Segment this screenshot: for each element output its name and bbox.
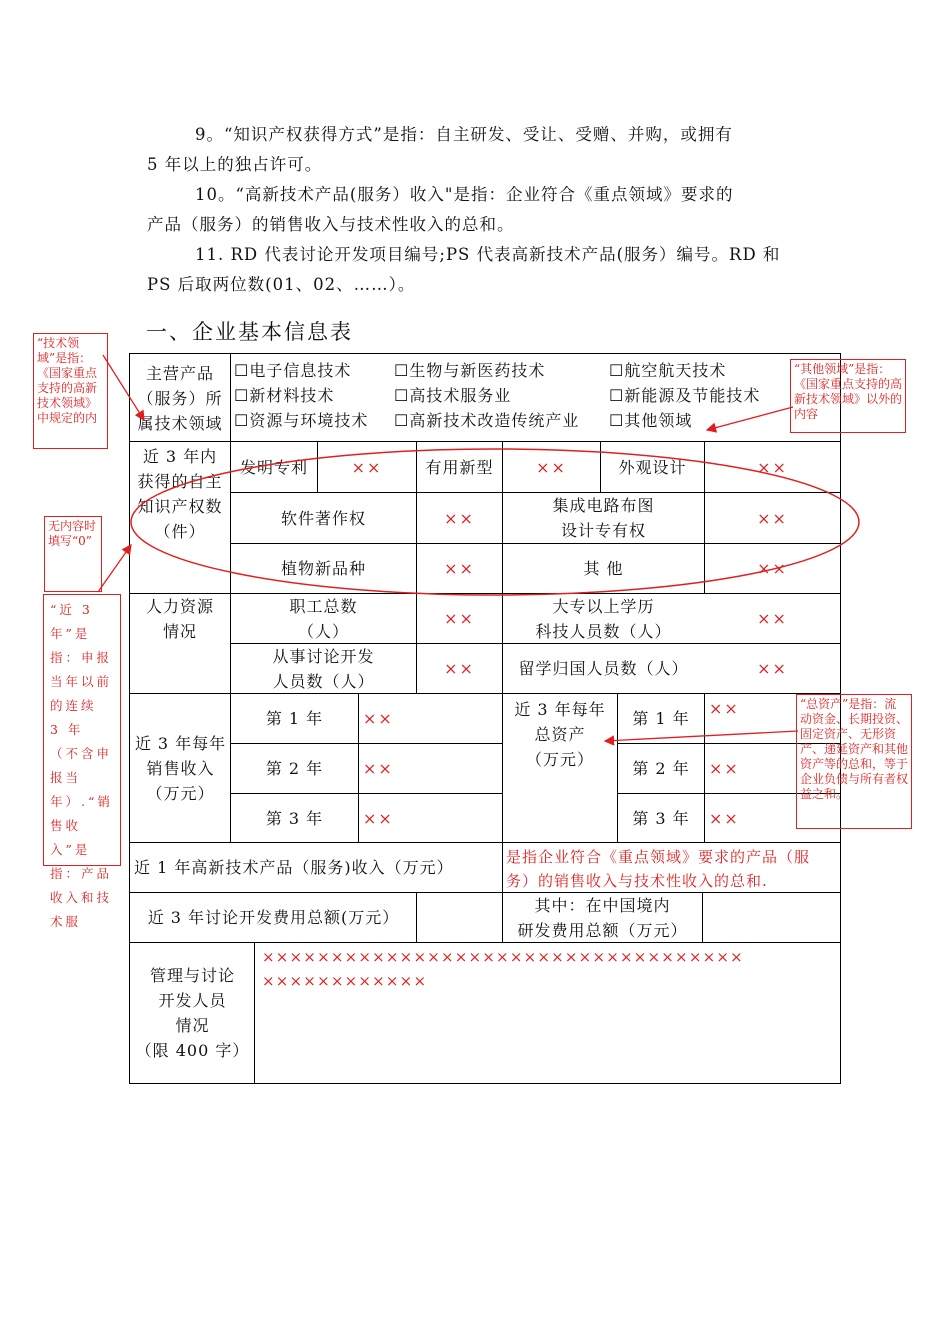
- assets-label-line2: 总资产: [534, 724, 586, 744]
- returnee-label: 留学归国人员数（人）: [518, 659, 689, 678]
- utility-label: 有用新型: [425, 457, 494, 477]
- rd-domestic-label-line1: 其中：在中国境内: [534, 895, 671, 915]
- checkbox-other-field[interactable]: ☐其他领域: [609, 411, 693, 430]
- checkbox-hitech-service[interactable]: ☐高技术服务业: [394, 386, 512, 405]
- assets-year3-label: 第 3 年: [632, 808, 690, 828]
- other-ip-value[interactable]: ××: [757, 559, 788, 578]
- staff-label-line2: （人）: [297, 621, 349, 641]
- assets-year1-value[interactable]: ××: [709, 699, 740, 718]
- checkbox-new-energy[interactable]: ☐新能源及节能技术: [609, 386, 761, 405]
- hitech-income-note-line1: 是指企业符合《重点领域》要求的产品（服: [506, 848, 811, 866]
- note-9-line2: 5 年以上的独占许可。: [147, 155, 323, 174]
- checkbox-electronic-info[interactable]: ☐电子信息技术: [234, 361, 352, 380]
- design-value[interactable]: ××: [757, 457, 788, 477]
- rd-staff-label-line1: 从事讨论开发: [272, 646, 375, 666]
- checkbox-bio-medicine[interactable]: ☐生物与新医药技术: [394, 361, 546, 380]
- tech-field-label-line1: 主营产品: [145, 363, 214, 383]
- ic-value[interactable]: ××: [757, 508, 788, 528]
- plant-value[interactable]: ××: [444, 559, 475, 578]
- rd-staff-label-line2: 人员数（人）: [272, 671, 375, 691]
- software-value[interactable]: ××: [444, 508, 475, 528]
- ip-label-line2: 获得的自主: [137, 472, 223, 491]
- sales-year2-label: 第 2 年: [265, 759, 324, 778]
- section-title: 一、企业基本信息表: [146, 320, 353, 344]
- sales-year3-value[interactable]: ××: [363, 808, 394, 828]
- checkbox-resource-env[interactable]: ☐资源与环境技术: [234, 411, 369, 430]
- returnee-value[interactable]: ××: [757, 659, 788, 678]
- assets-label-line3: （万元）: [525, 749, 594, 769]
- mgmt-value-line1: ×××××××××××××××××××××××××××××××××××: [262, 948, 744, 966]
- sales-label-line1: 近 3 年每年: [134, 733, 227, 753]
- assets-year2-value[interactable]: ××: [709, 759, 740, 778]
- note-10-line1: 10。“高新技术产品(服务）收入"是指：企业符合《重点领域》要求的: [195, 185, 734, 204]
- college-label-line1: 大专以上学历: [552, 596, 655, 616]
- arrow-empty-zero: [98, 545, 131, 592]
- ip-label-line3: 知识产权数: [137, 497, 223, 516]
- hitech-income-note-line2: 务）的销售收入与技术性收入的总和.: [506, 872, 768, 890]
- other-ip-label: 其 他: [583, 559, 624, 578]
- hr-label-line2: 情况: [162, 622, 197, 641]
- plant-label: 植物新品种: [280, 559, 366, 578]
- mgmt-label-line3: 情况: [175, 1016, 210, 1035]
- college-value[interactable]: ××: [757, 609, 788, 628]
- note-10-line2: 产品（服务）的销售收入与技术性收入的总和。: [147, 215, 515, 234]
- annotation-tech-field: “技术领域”是指：《国家重点支持的高新技术领域》中规定的内: [33, 333, 108, 449]
- assets-label-line1: 近 3 年每年: [514, 699, 606, 719]
- college-label-line2: 科技人员数（人）: [535, 621, 672, 641]
- arrow-other-field: [707, 407, 793, 430]
- checkbox-aerospace[interactable]: ☐航空航天技术: [609, 361, 727, 380]
- sales-year2-value[interactable]: ××: [363, 759, 394, 778]
- ip-label-line4: （件）: [154, 522, 206, 541]
- sales-label-line3: （万元）: [146, 783, 215, 803]
- ic-label-line2: 设计专有权: [560, 521, 646, 540]
- assets-year2-label: 第 2 年: [632, 759, 690, 778]
- tech-field-label-line3: 属技术领域: [137, 413, 223, 433]
- rd-staff-value[interactable]: ××: [444, 659, 475, 678]
- assets-year1-label: 第 1 年: [632, 709, 690, 728]
- annotation-recent-3-years: “近 3 年”是指：申报当年以前的连续 3 年（不含申报当年）.“销售收入”是指：产品收入和技术服: [43, 594, 121, 866]
- mgmt-value-line2: ××××××××××××: [262, 972, 428, 990]
- tech-field-label-line2: （服务）所: [137, 388, 223, 408]
- sales-year3-label: 第 3 年: [265, 808, 324, 828]
- hr-label-line1: 人力资源: [145, 597, 214, 616]
- ic-label-line1: 集成电路布图: [552, 496, 655, 515]
- arrow-total-assets: [605, 731, 798, 741]
- software-label: 软件著作权: [280, 508, 366, 528]
- rd-cost-label: 近 3 年讨论开发费用总额(万元）: [147, 908, 400, 927]
- sales-label-line2: 销售收入: [146, 758, 215, 778]
- staff-label-line1: 职工总数: [289, 596, 358, 616]
- checkbox-traditional-upgrade[interactable]: ☐高新技术改造传统产业: [394, 411, 580, 430]
- arrow-tech-field: [103, 355, 144, 420]
- utility-value[interactable]: ××: [536, 457, 567, 477]
- invention-label: 发明专利: [239, 457, 308, 477]
- annotation-other-field: “其他领域”是指：《国家重点支持的高新技术领域》以外的内容: [790, 359, 906, 433]
- staff-value[interactable]: ××: [444, 609, 475, 628]
- note-9-line1: 9。“知识产权获得方式”是指：自主研发、受让、受赠、并购，或拥有: [195, 125, 733, 144]
- annotation-total-assets: “总资产”是指：流动资金、长期投资、固定资产、无形资产、递延资产和其他资产等的总和，等于企业负债与所有者权益之和。: [796, 694, 912, 829]
- note-11-line1: 11. RD 代表讨论开发项目编号;PS 代表高新技术产品(服务）编号。RD 和: [195, 245, 781, 264]
- rd-domestic-label-line2: 研发费用总额（万元）: [517, 920, 688, 940]
- hitech-income-label: 近 1 年高新技术产品（服务)收入（万元）: [134, 858, 454, 877]
- mgmt-label-line1: 管理与讨论: [149, 966, 235, 985]
- ip-label-line1: 近 3 年内: [142, 447, 218, 466]
- checkbox-new-material[interactable]: ☐新材料技术: [234, 386, 335, 405]
- invention-value[interactable]: ××: [351, 457, 383, 477]
- design-label: 外观设计: [618, 457, 687, 477]
- sales-year1-value[interactable]: ××: [363, 709, 394, 728]
- mgmt-label-line4: （限 400 字）: [135, 1041, 250, 1060]
- ip-highlight-ellipse: [131, 449, 859, 595]
- sales-year1-label: 第 1 年: [265, 709, 324, 728]
- annotation-empty-zero: 无内容时填写“0”: [44, 516, 102, 592]
- assets-year3-value[interactable]: ××: [709, 808, 740, 828]
- mgmt-label-line2: 开发人员: [158, 991, 227, 1010]
- note-11-line2: PS 后取两位数(01、02、……）。: [147, 275, 416, 294]
